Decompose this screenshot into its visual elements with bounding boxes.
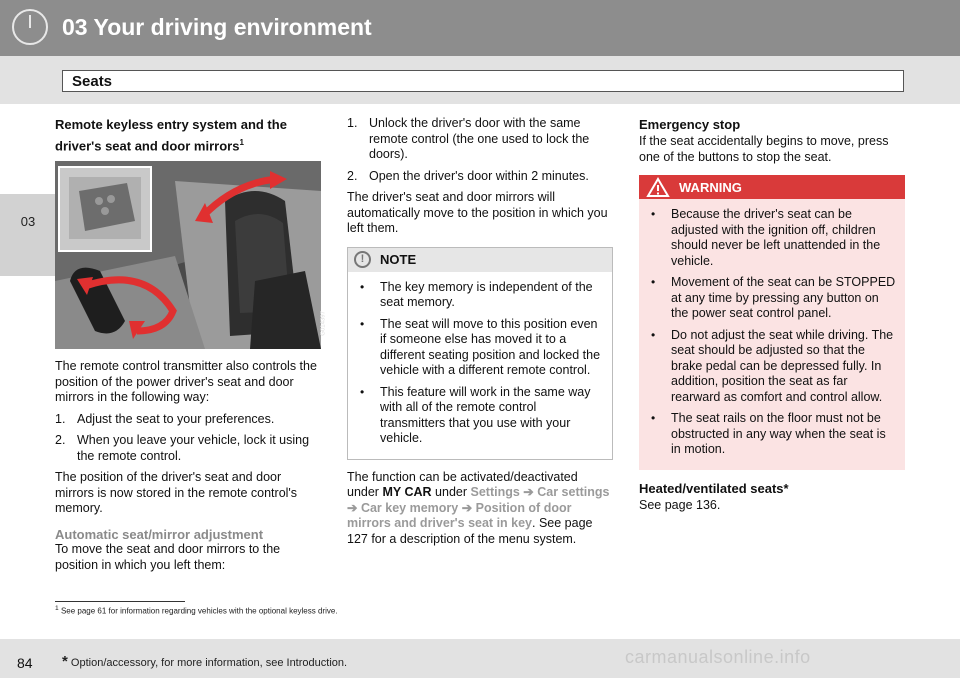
list-item: 1. Adjust the seat to your preferences. [55, 411, 275, 426]
note-label: NOTE [380, 251, 417, 267]
menu-path: Settings ➔ Car settings ➔ Car key memory ➔ Position of door mirrors and driver's seat in key [347, 485, 610, 530]
column-middle [347, 116, 613, 547]
memory-steps-list [55, 412, 321, 465]
function-text: The function can be activated/deactivated under MY CAR under Settings ➔ Car settings ➔ Car key memory ➔ Position of door mirrors and driver's seat in key. See page 127 for a description of the menu system. [347, 469, 610, 546]
list-item: • This feature will work in the same way with all of the remote control transmitters that you use with your vehicle. [356, 385, 604, 447]
auto-adjust-text: To move the seat and door mirrors to the position in which you left them: [55, 542, 281, 572]
watermark: carmanualsonline.info [625, 647, 811, 667]
heated-seats-text: See page 136. [639, 497, 721, 512]
chapter-title: 03 Your driving environment [62, 14, 372, 40]
list-item: • Do not adjust the seat while driving. The seat should be adjusted so that the brake pedal can be depressed fully. In addition, position the seat as far rearward as comfort and control allow. [647, 328, 897, 406]
note-list [348, 272, 612, 459]
warning-triangle-icon [647, 178, 669, 197]
menu-main-label: MY CAR [382, 485, 432, 499]
list-item: • Movement of the seat can be STOPPED at any time by pressing any button on the power seat control panel. [647, 275, 897, 322]
footnote-divider [55, 601, 185, 602]
auto-adjust-heading: Automatic seat/mirror adjustment [55, 526, 264, 542]
list-item: • The seat rails on the floor must not be obstructed in any way when the seat is in motion. [647, 411, 897, 458]
warning-label: WARNING [679, 180, 742, 195]
column-left [55, 116, 327, 573]
intro-text: The remote control transmitter also controls the position of the power driver's seat and door mirrors in the following way: [55, 359, 317, 405]
info-icon: ! [354, 251, 371, 268]
list-item: • The seat will move to this position even if someone else has moved it to a different seating position and locked the vehicle with a different remote control. [356, 317, 604, 379]
chapter-side-tab [0, 194, 56, 276]
heated-seats-heading: Heated/ventilated seats* [639, 480, 789, 496]
section-title: Seats [72, 73, 113, 90]
list-item: 2. Open the driver's door within 2 minutes. [347, 168, 589, 183]
warning-box [639, 175, 905, 470]
keyless-heading: Remote keyless entry system and the driver's seat and door mirrors$^1$ [55, 117, 287, 154]
warning-header [639, 175, 905, 199]
list-item: • Because the driver's seat can be adjusted with the ignition off, children should never be left unattended in the vehicle. [647, 207, 897, 269]
warning-list [639, 199, 905, 470]
list-item: • The key memory is independent of the seat memory. [356, 280, 604, 311]
list-item: 1. Unlock the driver's door with the same remote control (the one used to lock the doors). [347, 116, 590, 161]
chapter-side-tab-label: 03 [20, 214, 36, 229]
auto-move-text: The driver's seat and door mirrors will automatically move to the position in which you left them. [347, 190, 608, 235]
note-header [348, 248, 612, 272]
section-title-box [62, 70, 904, 92]
gauge-icon [12, 9, 48, 45]
emergency-heading: Emergency stop [639, 117, 741, 132]
stored-text: The position of the driver's seat and door mirrors is now stored in the remote control's memory. [55, 470, 298, 516]
unlock-steps-list [347, 116, 613, 184]
emergency-text: If the seat accidentally begins to move, press one of the buttons to stop the seat. [639, 134, 889, 164]
chapter-header [0, 0, 960, 56]
seat-mirror-photo [55, 161, 327, 349]
note-box [347, 247, 613, 460]
photo-code: G014397 [321, 311, 327, 337]
footnote: $^1$ See page 61 for information regarding vehicles with the optional keyless drive. [55, 605, 338, 616]
page-number: 84 [17, 655, 33, 671]
list-item: 2. When you leave your vehicle, lock it using the remote control. [55, 433, 310, 463]
column-right [639, 116, 905, 513]
footnote-ref[interactable]: 1 [239, 138, 244, 147]
footer-note: * Option/accessory, for more information, see Introduction. [62, 653, 348, 670]
